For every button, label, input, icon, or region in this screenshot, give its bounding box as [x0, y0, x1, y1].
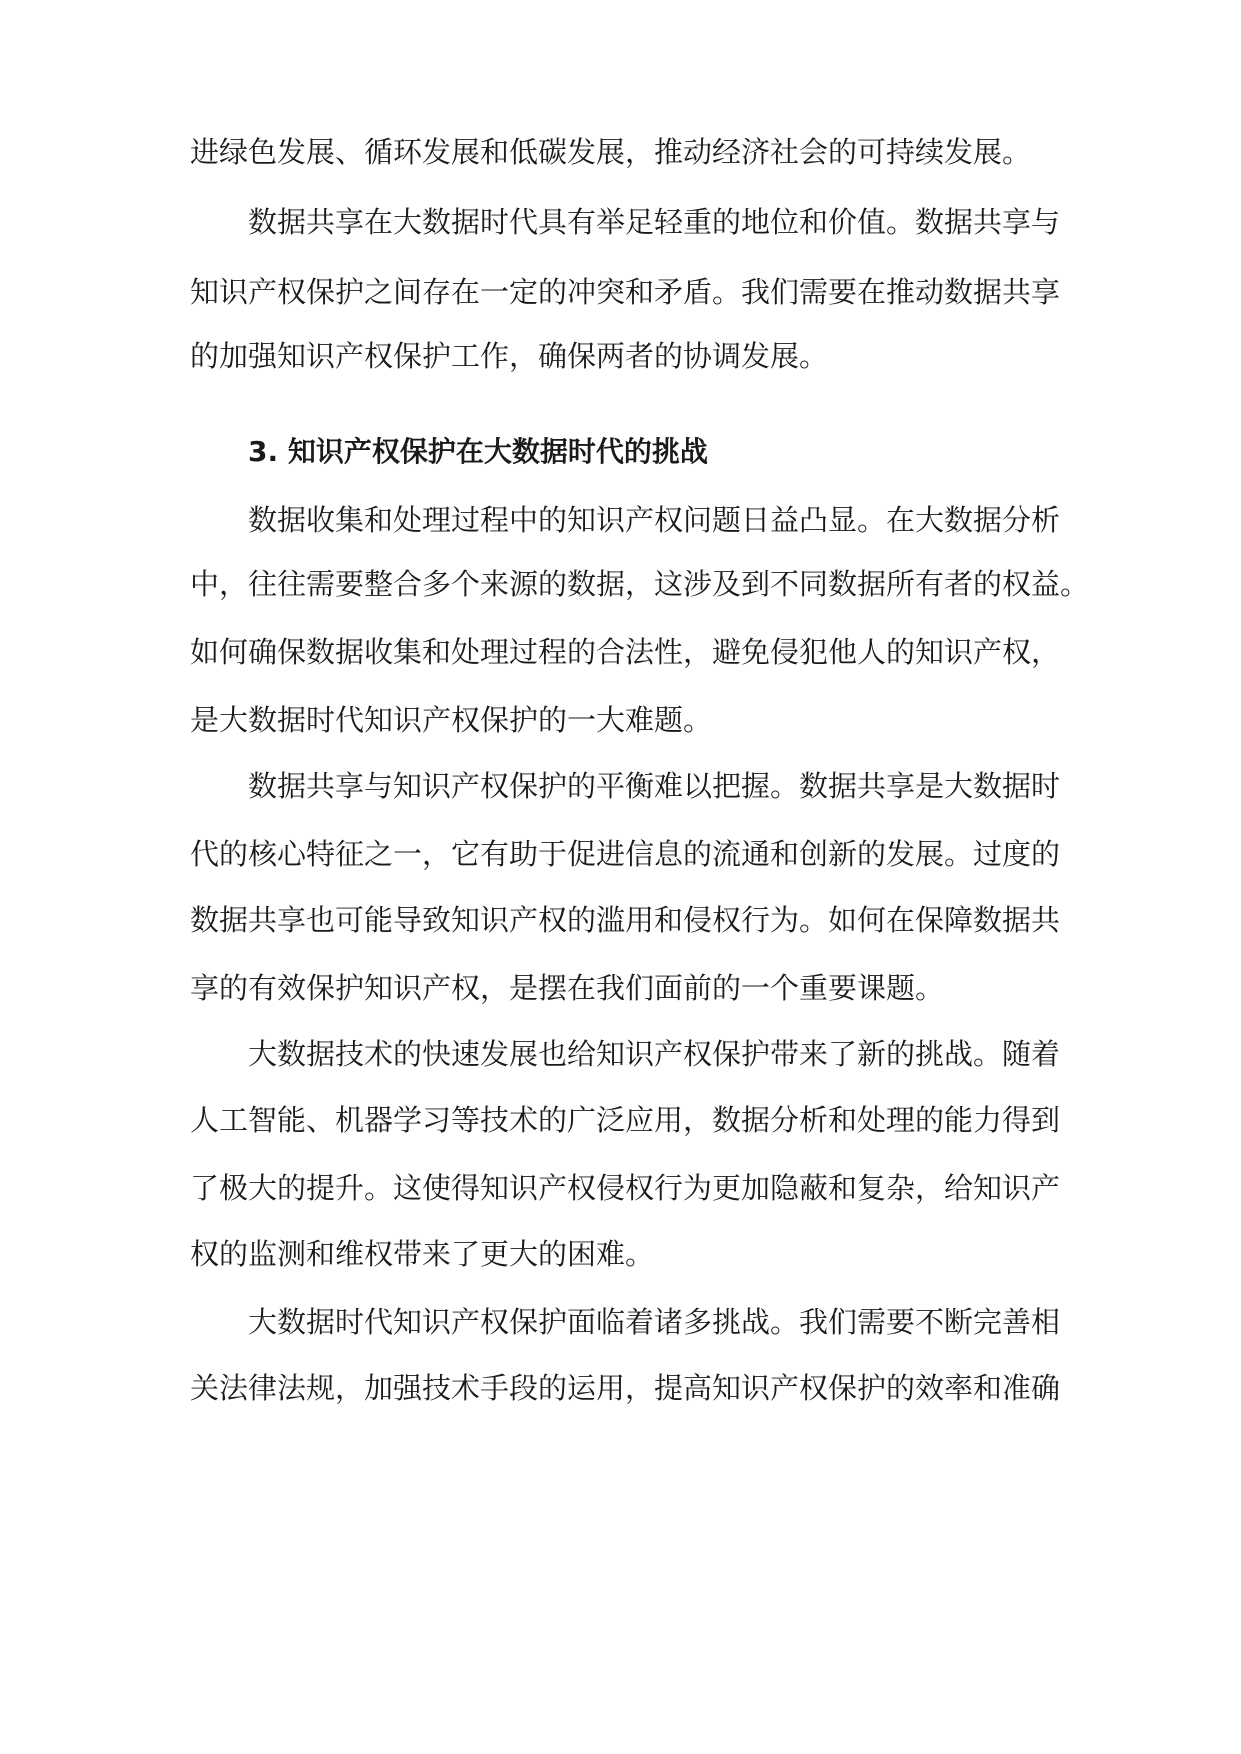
text-line: 数据共享也可能导致知识产权的滥用和侵权行为。如何在保障数据共 — [190, 903, 1061, 937]
text-line: 关法律法规，加强技术手段的运用，提高知识产权保护的效率和准确 — [190, 1371, 1061, 1405]
section-heading: 3. 知识产权保护在大数据时代的挑战 — [248, 435, 708, 468]
paragraph-first-line: 大数据时代知识产权保护面临着诸多挑战。我们需要不断完善相 — [248, 1305, 1061, 1339]
paragraph-first-line: 数据共享在大数据时代具有举足轻重的地位和价值。数据共享与 — [248, 205, 1061, 239]
paragraph-first-line: 数据共享与知识产权保护的平衡难以把握。数据共享是大数据时 — [248, 769, 1061, 803]
text-line: 是大数据时代知识产权保护的一大难题。 — [190, 703, 713, 737]
text-line: 了极大的提升。这使得知识产权侵权行为更加隐蔽和复杂，给知识产 — [190, 1171, 1061, 1205]
text-line: 进绿色发展、循环发展和低碳发展，推动经济社会的可持续发展。 — [190, 135, 1032, 169]
text-line: 代的核心特征之一，它有助于促进信息的流通和创新的发展。过度的 — [190, 837, 1061, 871]
text-line: 人工智能、机器学习等技术的广泛应用，数据分析和处理的能力得到 — [190, 1103, 1061, 1137]
text-line: 中，往往需要整合多个来源的数据，这涉及到不同数据所有者的权益。 — [190, 567, 1090, 601]
text-line: 知识产权保护之间存在一定的冲突和矛盾。我们需要在推动数据共享 — [190, 275, 1061, 309]
text-line: 享的有效保护知识产权，是摆在我们面前的一个重要课题。 — [190, 971, 945, 1005]
text-line: 权的监测和维权带来了更大的困难。 — [190, 1237, 655, 1271]
paragraph-first-line: 大数据技术的快速发展也给知识产权保护带来了新的挑战。随着 — [248, 1037, 1061, 1071]
text-line: 的加强知识产权保护工作，确保两者的协调发展。 — [190, 339, 829, 373]
text-line: 如何确保数据收集和处理过程的合法性，避免侵犯他人的知识产权， — [190, 635, 1061, 669]
paragraph-first-line: 数据收集和处理过程中的知识产权问题日益凸显。在大数据分析 — [248, 503, 1061, 537]
